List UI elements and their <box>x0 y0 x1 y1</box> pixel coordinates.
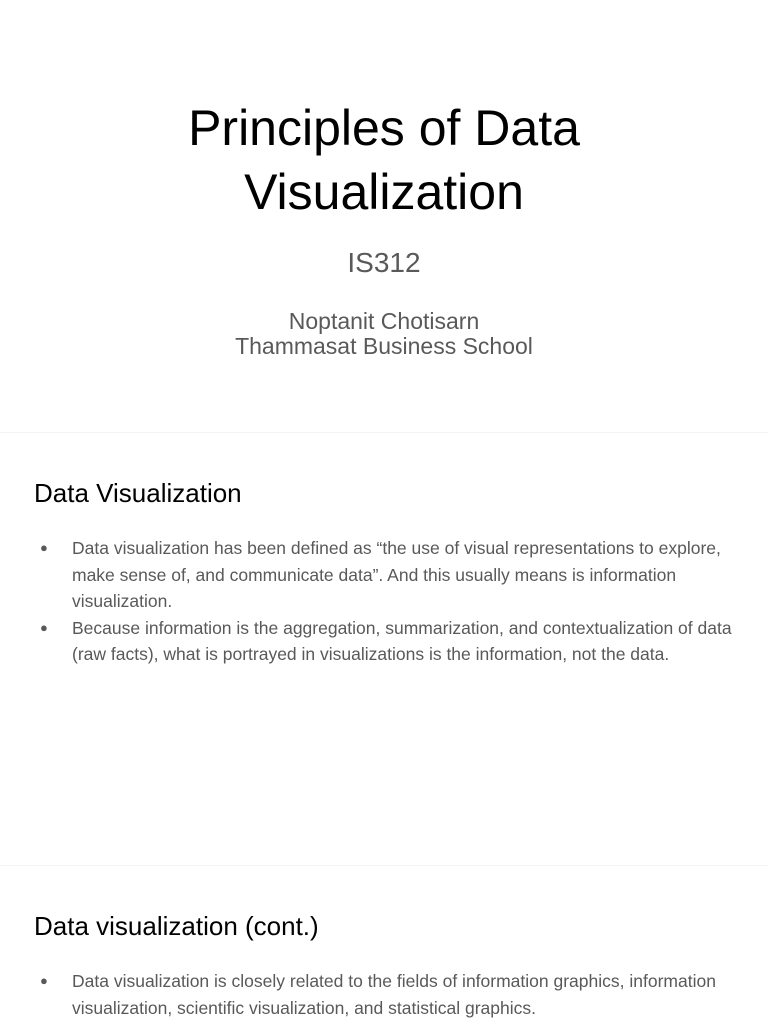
bullet-icon: ● <box>40 973 48 988</box>
bullet-item <box>40 535 740 615</box>
title-slide <box>0 0 768 432</box>
bullet-list <box>40 535 740 668</box>
bullet-text: Data visualization has been defined as “the use of visual representations to explore, make sense of, and communicate data”. And this usually means is information visualization. <box>72 538 721 611</box>
author-name: Noptanit Chotisarn <box>288 308 480 334</box>
bullet-item <box>40 968 740 1021</box>
bullet-list <box>40 968 740 1021</box>
course-code: IS312 <box>347 247 421 278</box>
presentation-title <box>0 96 768 224</box>
bullet-text: Because information is the aggregation, summarization, and contextualization of data (raw facts), what is portrayed in visualizations is the information, not the data. <box>72 617 732 664</box>
slide-data-visualization <box>0 433 768 865</box>
author-block <box>0 309 768 359</box>
bullet-icon: ● <box>40 619 48 635</box>
title-line-1: Principles of Data <box>188 100 580 156</box>
bullet-item <box>40 615 740 668</box>
bullet-text: Data visualization is closely related to the fields of information graphics, information visualization, scientific visualization, and statistical graphics. <box>72 971 716 1018</box>
slide-heading: Data Visualization <box>34 478 242 508</box>
title-line-2: Visualization <box>244 164 524 220</box>
author-affiliation: Thammasat Business School <box>235 333 533 359</box>
slide-heading: Data visualization (cont.) <box>34 911 319 941</box>
slide-data-visualization-cont <box>0 866 768 1024</box>
bullet-icon: ● <box>40 540 48 555</box>
